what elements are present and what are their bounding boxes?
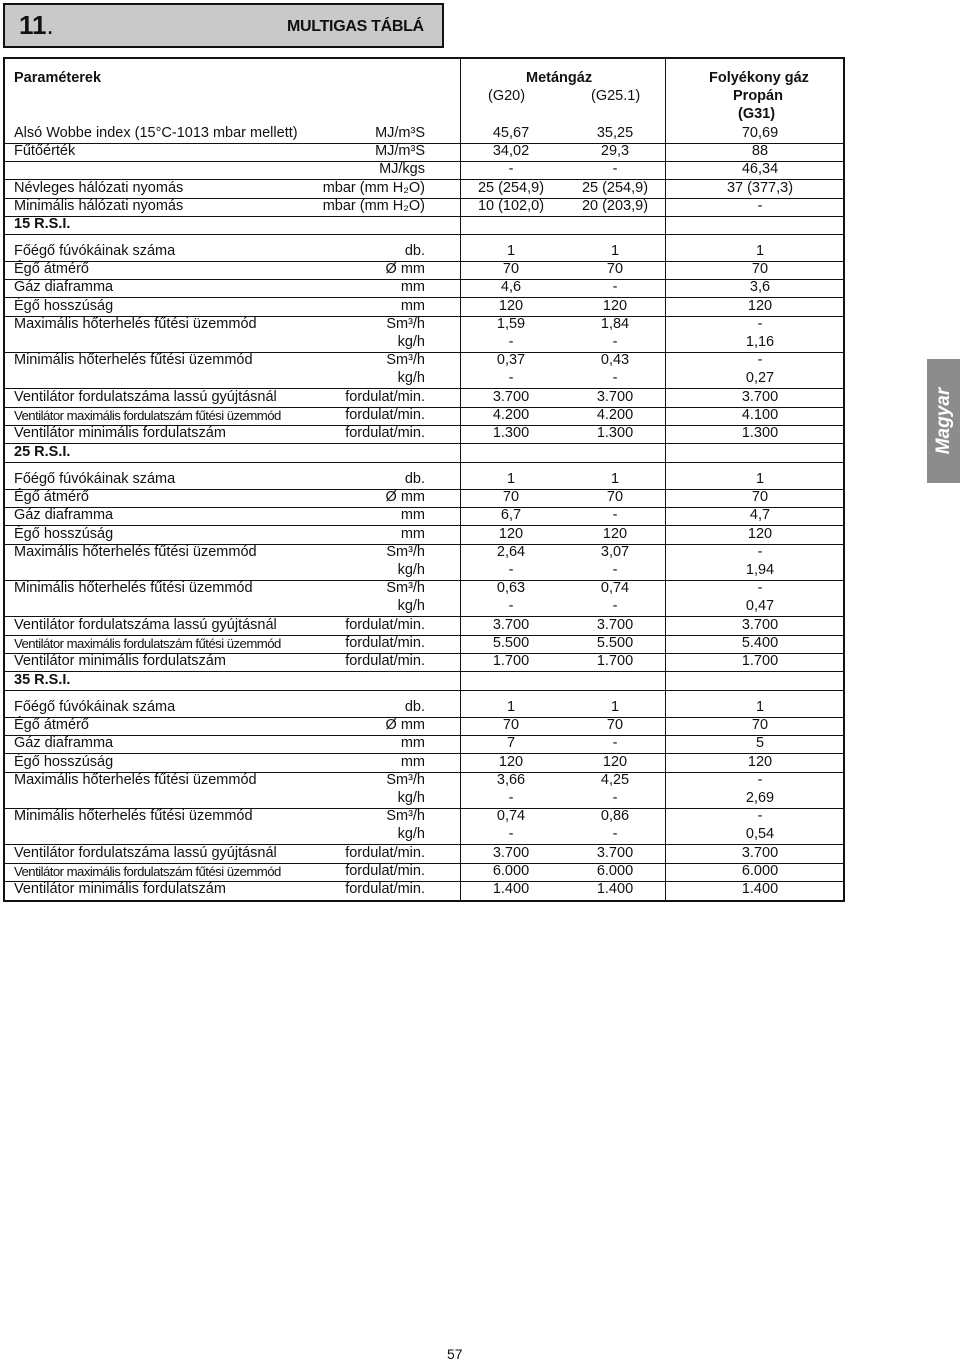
value-g251: - <box>612 334 618 350</box>
value-g31: 88 <box>751 143 769 160</box>
section-row <box>5 443 843 463</box>
table-row <box>5 771 843 790</box>
value-g31: 6.000 <box>741 862 779 879</box>
multigas-table <box>3 57 845 902</box>
value-g31: - <box>757 580 763 597</box>
value-g251: 120 <box>602 525 628 542</box>
value-g251: 70 <box>606 261 624 278</box>
value-g251: - <box>612 161 618 178</box>
row-label: Fűtőérték <box>14 143 76 160</box>
section-title: 25 R.S.I. <box>14 444 71 460</box>
table-row <box>5 543 843 562</box>
row-label: Égő hosszúság <box>14 297 114 314</box>
value-g251: 5.500 <box>596 634 634 651</box>
table-row <box>5 825 843 845</box>
row-label: Gáz diaframma <box>14 279 114 296</box>
value-g31: - <box>757 352 763 369</box>
value-g20: 1.400 <box>492 881 530 897</box>
value-g251: 29,3 <box>600 143 630 160</box>
row-label: Minimális hőterhelés fűtési üzemmód <box>14 580 253 597</box>
row-unit: kg/h <box>397 562 425 578</box>
value-g20: 120 <box>498 753 524 770</box>
table-row <box>5 616 843 636</box>
row-unit: mm <box>400 525 425 542</box>
value-g251: 3,07 <box>600 543 630 560</box>
value-g31: - <box>757 315 763 332</box>
value-g251: 0,86 <box>600 808 630 825</box>
row-label: Ventilátor maximális fordulatszám fűtési üzemmód <box>14 863 281 879</box>
value-g251: 120 <box>602 297 628 314</box>
value-g251: - <box>612 735 618 752</box>
row-unit: mm <box>400 753 425 770</box>
row-unit: fordulat/min. <box>345 653 425 669</box>
row-unit: fordulat/min. <box>345 388 425 405</box>
header-g31: (G31) <box>738 106 776 122</box>
value-g251: - <box>612 562 618 578</box>
table-row <box>5 488 843 508</box>
value-g20: - <box>508 790 514 806</box>
row-unit: Sm³/h <box>386 808 425 825</box>
value-g20: 4,6 <box>500 279 522 296</box>
value-g31: 5 <box>755 735 765 752</box>
row-label: Gáz diaframma <box>14 735 114 752</box>
value-g31: 70 <box>751 489 769 506</box>
row-label: Ventilátor fordulatszáma lassú gyújtásnál <box>14 388 277 405</box>
row-unit: fordulat/min. <box>345 425 425 441</box>
value-g20: 7 <box>506 735 516 752</box>
row-unit: Ø mm <box>385 261 425 278</box>
row-label: Ventilátor minimális fordulatszám <box>14 881 226 897</box>
section-number-dot: . <box>46 10 54 40</box>
table-row <box>5 406 843 426</box>
table-row <box>5 124 843 144</box>
table-row <box>5 561 843 581</box>
section-title: 15 R.S.I. <box>14 216 71 232</box>
value-g31: 3.700 <box>741 616 779 633</box>
row-unit: mm <box>400 735 425 752</box>
row-label: Ventilátor fordulatszáma lassú gyújtásnál <box>14 616 277 633</box>
value-g31: 1.700 <box>741 653 779 669</box>
value-g20: - <box>508 161 514 178</box>
row-unit: kg/h <box>397 598 425 615</box>
value-g251: 0,74 <box>600 580 630 597</box>
value-g20: 1 <box>506 699 516 715</box>
row-label: Névleges hálózati nyomás <box>14 179 184 196</box>
value-g31: 1.300 <box>741 425 779 441</box>
value-g251: 6.000 <box>596 862 634 879</box>
value-g251: - <box>612 790 618 806</box>
value-g31: 37 (377,3) <box>726 179 794 196</box>
value-g251: 3.700 <box>596 388 634 405</box>
value-g251: 4,25 <box>600 771 630 788</box>
value-g20: 45,67 <box>492 125 530 141</box>
value-g251: 1 <box>610 471 620 487</box>
value-g251: - <box>612 598 618 615</box>
section-row <box>5 671 843 691</box>
row-label: Maximális hőterhelés fűtési üzemmód <box>14 543 257 560</box>
table-row <box>5 179 843 199</box>
page-number: 57 <box>447 1346 463 1362</box>
row-unit: MJ/m³S <box>375 143 425 160</box>
row-label: Ventilátor maximális fordulatszám fűtési üzemmód <box>14 635 281 651</box>
row-unit: Ø mm <box>385 717 425 734</box>
row-unit: fordulat/min. <box>345 844 425 861</box>
value-g31: 70 <box>751 261 769 278</box>
row-label: Főégő fúvókáinak száma <box>14 699 176 715</box>
table-row <box>5 333 843 353</box>
row-unit: mbar (mm H₂O) <box>322 179 425 196</box>
row-unit: fordulat/min. <box>345 616 425 633</box>
value-g20: 0,63 <box>496 580 526 597</box>
section-header <box>3 3 444 48</box>
value-g251: 1.300 <box>596 425 634 441</box>
row-label: Minimális hálózati nyomás <box>14 197 184 214</box>
value-g251: 70 <box>606 717 624 734</box>
table-row <box>5 197 843 217</box>
language-tab <box>927 359 960 483</box>
row-label: Ventilátor maximális fordulatszám fűtési üzemmód <box>14 407 281 423</box>
value-g251: 20 (203,9) <box>581 197 649 214</box>
value-g251: - <box>612 279 618 296</box>
value-g251: 3.700 <box>596 616 634 633</box>
row-label: Égő átmérő <box>14 261 89 278</box>
value-g20: - <box>508 562 514 578</box>
value-g20: 3.700 <box>492 844 530 861</box>
value-g20: 0,37 <box>496 352 526 369</box>
table-row <box>5 424 843 444</box>
row-unit: fordulat/min. <box>345 634 425 651</box>
value-g251: 1,84 <box>600 315 630 332</box>
value-g31: 70 <box>751 717 769 734</box>
value-g20: 3.700 <box>492 388 530 405</box>
section-title: MULTIGAS TÁBLÁ <box>287 18 424 35</box>
value-g251: 120 <box>602 753 628 770</box>
row-unit: MJ/kgs <box>379 161 425 178</box>
language-tab-label: Magyar <box>932 387 954 455</box>
table-row <box>5 297 843 317</box>
value-g20: 6,7 <box>500 507 522 524</box>
row-unit: db. <box>404 243 425 259</box>
value-g20: 25 (254,9) <box>477 179 545 196</box>
table-row <box>5 142 843 162</box>
row-label: Minimális hőterhelés fűtési üzemmód <box>14 352 253 369</box>
row-label: Égő átmérő <box>14 717 89 734</box>
value-g251: - <box>612 370 618 387</box>
value-g251: 1.400 <box>596 881 634 897</box>
row-label: Égő hosszúság <box>14 525 114 542</box>
value-g251: - <box>612 826 618 843</box>
value-g251: 1 <box>610 243 620 259</box>
value-g251: 1 <box>610 699 620 715</box>
value-g20: - <box>508 334 514 350</box>
row-label: Ventilátor fordulatszáma lassú gyújtásnál <box>14 844 277 861</box>
value-g20: 70 <box>502 489 520 506</box>
value-g31: 1.400 <box>741 881 779 897</box>
value-g31: 0,47 <box>745 598 775 615</box>
row-unit: mm <box>400 297 425 314</box>
section-row <box>5 215 843 235</box>
row-unit: fordulat/min. <box>345 881 425 897</box>
value-g251: - <box>612 507 618 524</box>
row-label: Ventilátor minimális fordulatszám <box>14 653 226 669</box>
table-row <box>5 315 843 334</box>
table-row <box>5 734 843 754</box>
value-g251: 25 (254,9) <box>581 179 649 196</box>
table-row <box>5 597 843 617</box>
value-g20: 1,59 <box>496 315 526 332</box>
row-unit: Sm³/h <box>386 315 425 332</box>
row-unit: kg/h <box>397 370 425 387</box>
value-g20: 4.200 <box>492 406 530 423</box>
row-unit: kg/h <box>397 334 425 350</box>
value-g20: - <box>508 370 514 387</box>
row-unit: fordulat/min. <box>345 862 425 879</box>
row-label: Alsó Wobbe index (15°C-1013 mbar mellett) <box>14 125 298 141</box>
value-g31: - <box>757 808 763 825</box>
row-unit: db. <box>404 471 425 487</box>
value-g20: 120 <box>498 525 524 542</box>
header-g20: (G20) <box>488 88 526 104</box>
value-g20: 6.000 <box>492 862 530 879</box>
row-unit: kg/h <box>397 790 425 806</box>
table-row <box>5 634 843 654</box>
row-unit: mbar (mm H₂O) <box>322 197 425 214</box>
value-g20: - <box>508 826 514 843</box>
table-row <box>5 652 843 672</box>
value-g31: 3.700 <box>741 388 779 405</box>
header-parameters: Paraméterek <box>14 70 102 86</box>
value-g251: 35,25 <box>596 125 634 141</box>
row-unit: MJ/m³S <box>375 125 425 141</box>
table-row <box>5 260 843 280</box>
table-row <box>5 278 843 298</box>
table-row <box>5 470 843 490</box>
value-g20: 2,64 <box>496 543 526 560</box>
section-title: 35 R.S.I. <box>14 672 71 688</box>
value-g20: 1.300 <box>492 425 530 441</box>
table-row <box>5 242 843 262</box>
table-row <box>5 862 843 882</box>
value-g31: 1 <box>755 243 765 259</box>
table-row <box>5 807 843 826</box>
row-unit: Sm³/h <box>386 771 425 788</box>
table-row <box>5 880 843 899</box>
table-row <box>5 506 843 526</box>
value-g251: 70 <box>606 489 624 506</box>
value-g31: 5.400 <box>741 634 779 651</box>
row-label: Főégő fúvókáinak száma <box>14 243 176 259</box>
value-g31: 1,16 <box>745 334 775 350</box>
value-g31: 0,27 <box>745 370 775 387</box>
header-methane: Metángáz <box>526 70 593 86</box>
table-row <box>5 160 843 180</box>
value-g31: 4.100 <box>741 406 779 423</box>
row-unit: fordulat/min. <box>345 406 425 423</box>
value-g31: 70,69 <box>741 125 779 141</box>
row-unit: mm <box>400 279 425 296</box>
value-g31: 3.700 <box>741 844 779 861</box>
value-g20: 1.700 <box>492 653 530 669</box>
row-unit: mm <box>400 507 425 524</box>
value-g31: 46,34 <box>741 161 779 178</box>
value-g31: 2,69 <box>745 790 775 806</box>
table-row <box>5 525 843 545</box>
table-row <box>5 388 843 408</box>
row-unit: Sm³/h <box>386 352 425 369</box>
value-g251: 4.200 <box>596 406 634 423</box>
table-row <box>5 369 843 389</box>
row-label: Minimális hőterhelés fűtési üzemmód <box>14 808 253 825</box>
value-g31: - <box>757 543 763 560</box>
value-g31: 1,94 <box>745 562 775 578</box>
value-g20: 1 <box>506 243 516 259</box>
value-g20: - <box>508 598 514 615</box>
row-unit: Ø mm <box>385 489 425 506</box>
value-g31: 120 <box>747 525 773 542</box>
value-g31: 1 <box>755 471 765 487</box>
header-propane: Propán <box>733 88 783 104</box>
value-g31: - <box>757 771 763 788</box>
header-lpg: Folyékony gáz <box>709 70 809 86</box>
value-g20: 70 <box>502 717 520 734</box>
row-label: Égő hosszúság <box>14 753 114 770</box>
value-g20: 1 <box>506 471 516 487</box>
value-g251: 3.700 <box>596 844 634 861</box>
table-row <box>5 698 843 718</box>
row-unit: Sm³/h <box>386 580 425 597</box>
value-g31: - <box>757 197 763 214</box>
value-g31: 120 <box>747 297 773 314</box>
value-g20: 70 <box>502 261 520 278</box>
row-unit: kg/h <box>397 826 425 843</box>
value-g20: 10 (102,0) <box>477 197 545 214</box>
row-unit: db. <box>404 699 425 715</box>
row-label: Főégő fúvókáinak száma <box>14 471 176 487</box>
table-row <box>5 789 843 809</box>
value-g20: 34,02 <box>492 143 530 160</box>
row-label: Maximális hőterhelés fűtési üzemmód <box>14 315 257 332</box>
value-g20: 3.700 <box>492 616 530 633</box>
value-g251: 1.700 <box>596 653 634 669</box>
value-g31: 3,6 <box>749 279 771 296</box>
table-row <box>5 716 843 736</box>
value-g20: 120 <box>498 297 524 314</box>
table-row <box>5 753 843 773</box>
row-label: Maximális hőterhelés fűtési üzemmód <box>14 771 257 788</box>
value-g31: 120 <box>747 753 773 770</box>
value-g20: 0,74 <box>496 808 526 825</box>
value-g20: 3,66 <box>496 771 526 788</box>
value-g31: 1 <box>755 699 765 715</box>
table-row <box>5 844 843 864</box>
value-g251: 0,43 <box>600 352 630 369</box>
value-g31: 0,54 <box>745 826 775 843</box>
table-row <box>5 351 843 370</box>
value-g31: 4,7 <box>749 507 771 524</box>
header-g251: (G25.1) <box>591 88 641 104</box>
row-label: Ventilátor minimális fordulatszám <box>14 425 226 441</box>
value-g20: 5.500 <box>492 634 530 651</box>
row-unit: Sm³/h <box>386 543 425 560</box>
table-row <box>5 579 843 598</box>
section-number: 11. <box>19 10 54 40</box>
row-label: Gáz diaframma <box>14 507 114 524</box>
row-label: Égő átmérő <box>14 489 89 506</box>
